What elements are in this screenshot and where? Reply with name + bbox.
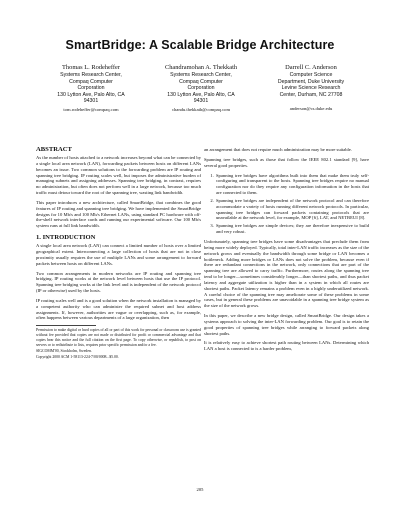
abstract-paragraph: This paper introduces a new architecture, called SmartBridge, that combines the good features of IP routing and spanning tree bridging. We have implemented the SmartBridge designs for 10 Mb/s and 100 Mb/s Ethernet LANs, using standard PC hardware with off-the-shelf network interface cards and running our experimental software. Our 100 Mb/s system runs at full link bandwidth. (36, 199, 201, 229)
conference-line: SIGCOMM'00, Stockholm, Sweden. (36, 348, 92, 353)
abstract-paragraph: As the number of hosts attached to a network increases beyond what can be connected by a single local area network (LAN), forwarding packets between hosts on different LANs becomes an issue. Two common solutions to the forwarding problem are IP routing and spanning tree bridging. IP routing scales well, but imposes the administrative burden of managing subnets and assigning addresses. Spanning tree bridging, in contrast, requires no administration, but often does not perform well in a large network, because too much traffic must detour toward the root of the spanning tree, wasting link bandwidth. (36, 155, 201, 196)
copyright-line: Copyright 2000 ACM 1-58113-224-7/00/0008...$5.00. (36, 354, 119, 359)
author-affiliation-line: Center, Durham, NC 27708 (279, 91, 343, 98)
abstract-heading: ABSTRACT (36, 146, 72, 153)
introduction-paragraph: A single local area network (LAN) can connect a limited number of hosts over a limited geographical extent. Interconnecting a large collection of hosts that are not in close proximity usually requires the use of multiple LANs and some arrangement to forward packets between hosts on different LANs. (36, 243, 201, 266)
list-item: 1. Spanning tree bridges have algorithms built into them that make them truly self-configuring and transparent to the hosts. Spanning tree bridges require no manual configuration nor do they require any configuration information in the hosts that are connected to them. (215, 173, 369, 196)
author-affiliation-line: 130 Lytton Ave, Palo Alto, CA (57, 91, 125, 98)
body-paragraph: Unfortunately, spanning tree bridges have some disadvantages that preclude them from being more widely deployed. Typically, total inter-LAN traffic increases as the size of the network grows and eventually the bandwidth through some bridge or LAN becomes a bottleneck. Adding more bridges or LANs does not solve the problem, because even if there are redundant connections in the network, only connections that are part of the spanning tree are allowed to carry traffic. Furthermore, routes along the spanning tree tend to be longer—sometimes considerably longer—than shortest paths, and thus packet latency and aggregate utilization is higher than in a system in which all routes are shortest paths. Packet latency remains a problem even in a highly underutilized network. A careful choice of the spanning tree may ameliorate some of these problems in some cases, but in general these problems are unavoidable in a spanning tree bridge system as the size of the network grows. (204, 238, 369, 309)
body-paragraph: It is relatively easy to achieve shortest path routing between LANs. Determining which LAN a host is connected to is a harder problem, (204, 340, 369, 352)
author-affiliation-line: Corporation (77, 85, 105, 92)
author-2 (146, 64, 256, 113)
author-1 (36, 64, 146, 113)
properties-list (204, 173, 369, 235)
author-affiliation-line: 94301 (83, 98, 99, 105)
author-affiliation-line: Systems Research Center, (170, 72, 232, 78)
author-affiliation-line: 94301 (193, 98, 209, 105)
introduction-paragraph: IP routing scales well and is a good solution when the network installation is managed by a competent authority who can administer the required subnet and host address assignments. If, however, authorities are vague or overlapping, such as, for example, often happens between various departments of a large organization, then (36, 297, 201, 321)
author-name: Chandramohan A. Thekkath (164, 64, 238, 71)
introduction-paragraph: Two common arrangements in modern networks are IP routing and spanning tree bridging. IP routing works at the network level between hosts that use the IP protocol. Spanning tree bridging works at the link level and is independent of the network protocol (IP or otherwise) used by the hosts. (36, 270, 201, 294)
author-affiliation-line: Computer Science (289, 72, 333, 78)
permission-notice (36, 328, 201, 359)
author-name: Thomas L. Rodeheffer (62, 64, 120, 71)
author-affiliation-line: Corporation (187, 85, 215, 92)
body-paragraph: an arrangement that does not require much administration may be more suitable. (204, 147, 352, 152)
permission-text: Permission to make digital or hard copies of all or part of this work for personal or classroom use is granted without fee provided that copies are not made or distributed for profit or commercial advantage and that copies bear this notice and the full citation on the first page. To copy otherwise, or republish, to post on servers or to redistribute to lists, requires prior specific permission and/or a fee. (36, 328, 201, 347)
author-affiliation-line: Department, Duke University (277, 78, 345, 85)
author-affiliation-line: Compaq Computer (69, 78, 113, 85)
body-paragraph: In this paper, we describe a new bridge design, called SmartBridge. Our design takes a systems approach to solving the inter-LAN forwarding problem. Our goal is to retain the good properties of spanning tree bridges while arranging to forward packets along shortest paths. (204, 313, 369, 336)
author-affiliation-line: Compaq Computer (179, 78, 223, 85)
body-paragraph: Spanning tree bridges, such as those that follow the IEEE 802.1 standard [9], have several good properties. (204, 156, 369, 168)
author-3 (256, 64, 366, 112)
left-column (36, 146, 201, 361)
list-item: 2. Spanning tree bridges are independent of the network protocol and can therefore accommodate a variety of hosts running different network protocols. In particular, spanning tree bridges can forward packets containing protocols that are unavailable at the network level, for example, MOP [6], LAT, and NETBEUI [8]. (215, 198, 369, 221)
right-column (204, 147, 369, 356)
author-name: Darrell C. Anderson (285, 64, 337, 71)
author-affiliation-line: Levine Science Research (281, 85, 341, 92)
author-affiliation-line: 130 Lytton Ave, Palo Alto, CA (167, 91, 235, 98)
author-affiliation-line: Systems Research Center, (60, 72, 122, 78)
paper-title: SmartBridge: A Scalable Bridge Architecture (65, 38, 335, 52)
list-item: 3. Spanning tree bridges are simple devices; they are therefore inexpensive to build and very robust. (215, 223, 369, 235)
author-block (36, 64, 366, 136)
introduction-heading: 1. INTRODUCTION (36, 234, 96, 242)
author-email: chandu.thekkath@compaq.com (171, 106, 231, 112)
page-number: 205 (196, 487, 204, 492)
author-email: anderson@cs.duke.edu (289, 106, 333, 112)
author-email: tom.rodeheffer@compaq.com (63, 106, 119, 112)
footnote-divider (36, 325, 96, 326)
